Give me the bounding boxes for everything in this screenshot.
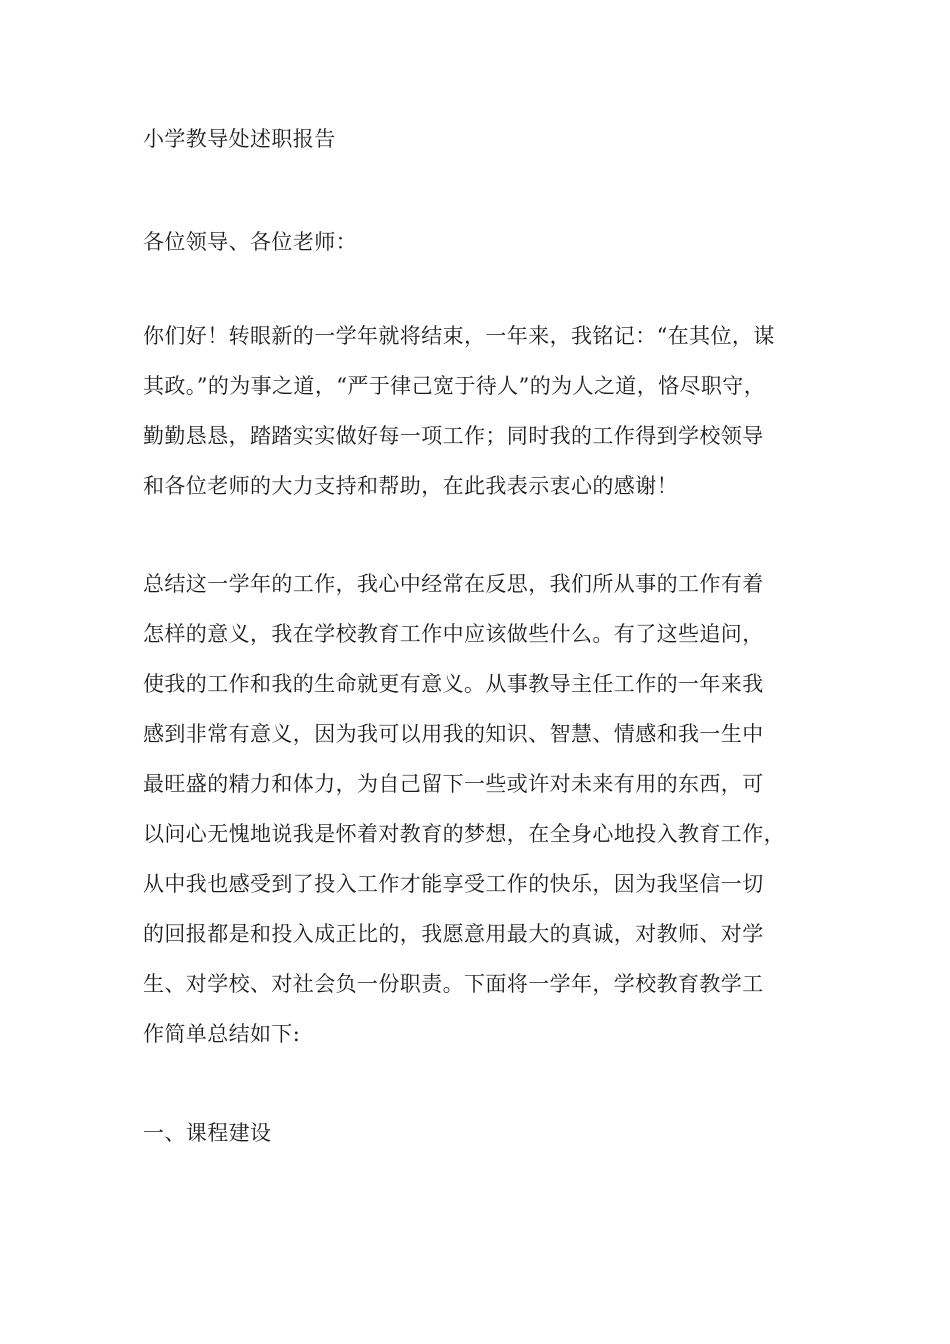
paragraph-line: 最旺盛的精力和体力，为自己留下一些或许对未来有用的东西，可 [143,772,764,796]
paragraph-line: 使我的工作和我的生命就更有意义。从事教导主任工作的一年来我 [143,672,764,696]
salutation: 各位领导、各位老师： [143,230,357,254]
document-title: 小学教导处述职报告 [143,127,336,151]
paragraph-line: 其政。”的为事之道，“严于律己宽于待人”的为人之道，恪尽职守， [143,374,766,398]
paragraph-line: 感到非常有意义，因为我可以用我的知识、智慧、情感和我一生中 [143,722,764,746]
paragraph-line: 以问心无愧地说我是怀着对教育的梦想，在全身心地投入教育工作， [143,822,785,846]
paragraph-line: 怎样的意义，我在学校教育工作中应该做些什么。有了这些追问， [143,622,764,646]
paragraph-line: 和各位老师的大力支持和帮助，在此我表示衷心的感谢！ [143,474,678,498]
paragraph-line: 的回报都是和投入成正比的，我愿意用最大的真诚，对教师、对学 [143,922,764,946]
paragraph-line: 作简单总结如下: [143,1022,301,1046]
section-heading: 一、课程建设 [143,1121,272,1145]
paragraph-line: 总结这一学年的工作，我心中经常在反思，我们所从事的工作有着 [143,572,764,596]
paragraph-line: 勤勤恳恳，踏踏实实做好每一项工作；同时我的工作得到学校领导 [143,424,764,448]
paragraph-line: 生、对学校、对社会负一份职责。下面将一学年，学校教育教学工 [143,972,764,996]
paragraph-line: 你们好！转眼新的一学年就将结束，一年来，我铭记：“在其位，谋 [143,324,775,348]
paragraph-line: 从中我也感受到了投入工作才能享受工作的快乐，因为我坚信一切 [143,872,764,896]
